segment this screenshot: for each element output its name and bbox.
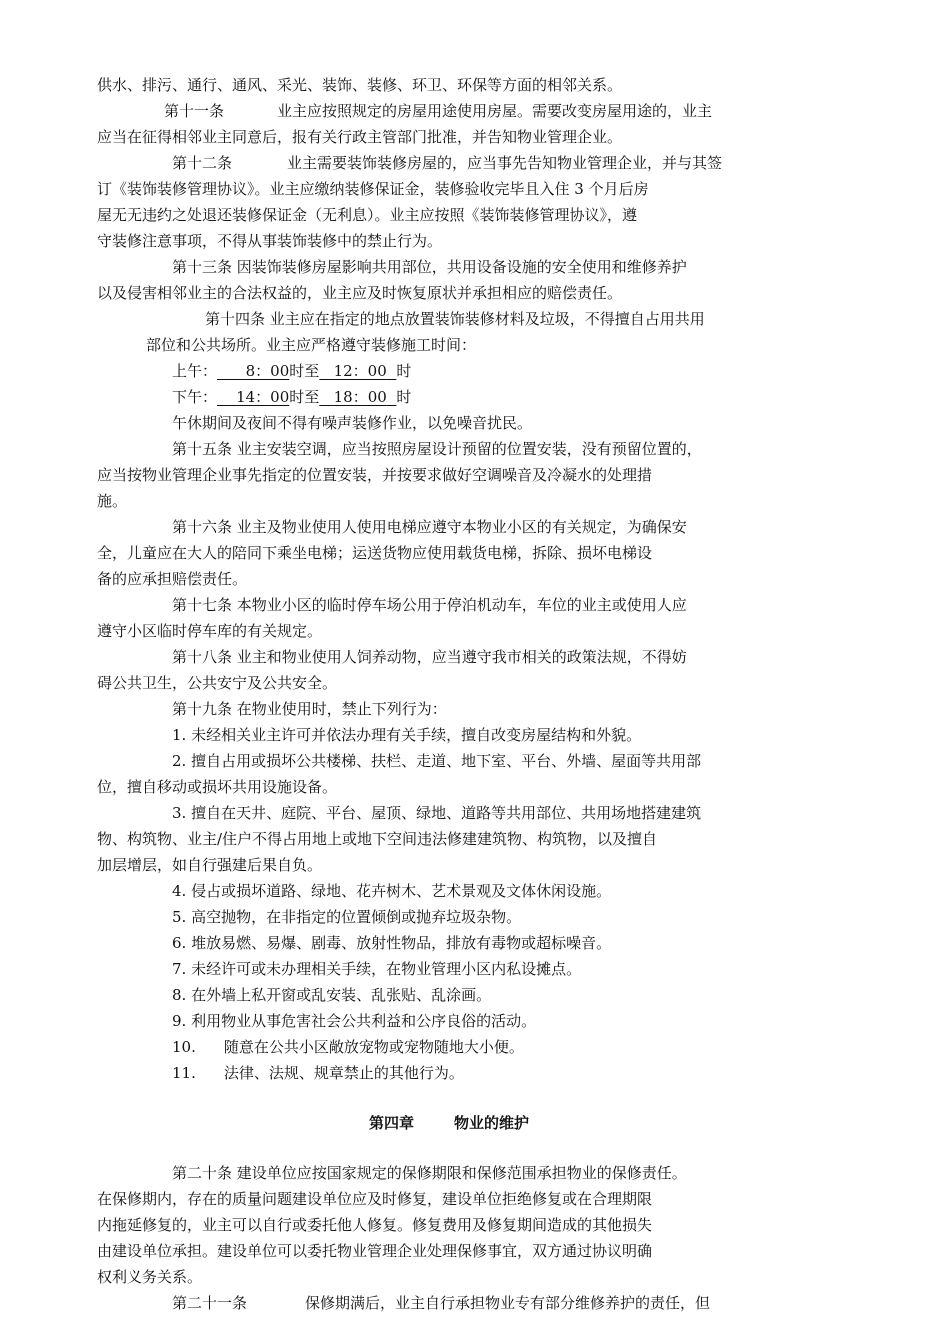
list-item-continuation: 加层增层，如自行强建后果自负。 — [97, 856, 323, 874]
morning-label: 上午： — [172, 362, 218, 380]
article-20-line-3: 内拖延修复的，业主可以自行或委托他人修复。修复费用及修复期间造成的其他损失 — [97, 1216, 653, 1234]
article-21-heading: 第二十一条 — [172, 1294, 248, 1312]
article-12-line-2: 订《装饰装修管理协议》。业主应缴纳装修保证金，装修验收完毕且入住 3 个月后房 — [97, 180, 649, 198]
list-item: 8. 在外墙上私开窗或乱安装、乱张贴、乱涂画。 — [172, 986, 492, 1004]
article-12-line-1 — [172, 152, 722, 174]
morning-until: 时至 — [289, 362, 320, 380]
article-14-line-2: 部位和公共场所。业主应严格遵守装修施工时间： — [146, 336, 477, 354]
article-11-line-2: 应当在征得相邻业主同意后，报有关行政主管部门批准，并告知物业管理企业。 — [97, 128, 623, 146]
article-11-text: 业主应按照规定的房屋用途使用房屋。需要改变房屋用途的，业主 — [277, 102, 713, 120]
article-16-line-2: 全，儿童应在大人的陪同下乘坐电梯；运送货物应使用载货电梯，拆除、损坏电梯设 — [97, 544, 653, 562]
list-item-continuation: 物、构筑物、业主/住户不得占用地上或地下空间违法修建建筑物、构筑物，以及擅自 — [97, 830, 658, 848]
list-item-number: 10. — [172, 1038, 196, 1056]
article-17-line-1: 第十七条 本物业小区的临时停车场公用于停泊机动车，车位的业主或使用人应 — [172, 596, 687, 614]
list-item-number: 11. — [172, 1064, 196, 1082]
article-15-line-2: 应当按物业管理企业事先指定的位置安装，并按要求做好空调噪音及冷凝水的处理措 — [97, 466, 653, 484]
morning-hours — [172, 360, 411, 382]
article-16-line-3: 备的应承担赔偿责任。 — [97, 570, 248, 588]
article-12-text: 业主需要装饰装修房屋的，应当事先告知物业管理企业，并与其签 — [287, 154, 723, 172]
article-20-line-5: 权利义务关系。 — [97, 1268, 203, 1286]
article-13-line-2: 以及侵害相邻业主的合法权益的，业主应及时恢复原状并承担相应的赔偿责任。 — [97, 284, 623, 302]
chapter-number: 第四章 — [369, 1114, 415, 1132]
article-17-line-2: 遵守小区临时停车库的有关规定。 — [97, 622, 323, 640]
afternoon-until: 时至 — [289, 388, 320, 406]
afternoon-hours — [172, 386, 411, 408]
article-20-line-2: 在保修期内，存在的质量问题建设单位应及时修复，建设单位拒绝修复或在合理期限 — [97, 1190, 653, 1208]
article-15-line-1: 第十五条 业主安装空调，应当按照房屋设计预留的位置安装，没有预留位置的， — [172, 440, 702, 458]
article-18-line-2: 碍公共卫生，公共安宁及公共安全。 — [97, 674, 338, 692]
article-11-heading: 第十一条 — [164, 102, 225, 120]
article-21-text: 保修期满后，业主自行承担物业专有部分维修养护的责任，但 — [305, 1294, 711, 1312]
article-14-line-1: 第十四条 业主应在指定的地点放置装饰装修材料及垃圾，不得擅自占用共用 — [205, 310, 705, 328]
list-item: 7. 未经许可或未办理相关手续，在物业管理小区内私设摊点。 — [172, 960, 582, 978]
afternoon-hour-suffix: 时 — [396, 388, 412, 406]
list-item-continuation: 位，擅自移动或损坏共用设施设备。 — [97, 778, 338, 796]
article-19-line-1: 第十九条 在物业使用时，禁止下列行为： — [172, 700, 447, 718]
article-12-line-4: 守装修注意事项，不得从事装饰装修中的禁止行为。 — [97, 232, 443, 250]
list-item: 3. 擅自在天井、庭院、平台、屋顶、绿地、道路等共用部位、共用场地搭建建筑 — [172, 804, 702, 822]
list-item-text: 法律、法规、规章禁止的其他行为。 — [223, 1064, 464, 1082]
list-item — [172, 1062, 464, 1084]
paragraph-line: 供水、排污、通行、通风、采光、装饰、装修、环卫、环保等方面的相邻关系。 — [97, 76, 623, 94]
article-11-line-1 — [164, 100, 712, 122]
list-item — [172, 1036, 524, 1058]
list-item: 6. 堆放易燃、易爆、剧毒、放射性物品，排放有毒物或超标噪音。 — [172, 934, 612, 952]
article-20-line-1: 第二十条 建设单位应按国家规定的保修期限和保修范围承担物业的保修责任。 — [172, 1164, 687, 1182]
afternoon-start-time: 14：00 — [236, 388, 290, 406]
noise-rule: 午休期间及夜间不得有噪声装修作业，以免噪音扰民。 — [172, 414, 533, 432]
article-12-heading: 第十二条 — [172, 154, 233, 172]
article-15-line-3: 施。 — [97, 492, 128, 510]
list-item: 9. 利用物业从事危害社会公共利益和公序良俗的活动。 — [172, 1012, 537, 1030]
afternoon-label: 下午： — [172, 388, 218, 406]
list-item: 2. 擅自占用或损坏公共楼梯、扶栏、走道、地下室、平台、外墙、屋面等共用部 — [172, 752, 702, 770]
morning-hour-suffix: 时 — [396, 362, 412, 380]
afternoon-end-time: 18：00 — [333, 388, 387, 406]
article-13-line-1: 第十三条 因装饰装修房屋影响共用部位，共用设备设施的安全使用和维修养护 — [172, 258, 687, 276]
list-item-text: 随意在公共小区敞放宠物或宠物随地大小便。 — [223, 1038, 524, 1056]
article-16-line-1: 第十六条 业主及物业使用人使用电梯应遵守本物业小区的有关规定，为确保安 — [172, 518, 687, 536]
chapter-title: 物业的维护 — [454, 1114, 530, 1132]
chapter-heading — [369, 1112, 529, 1134]
list-item: 5. 高空抛物，在非指定的位置倾倒或抛弃垃圾杂物。 — [172, 908, 522, 926]
morning-start-time: 8：00 — [245, 362, 290, 380]
article-21-line-1 — [172, 1292, 710, 1314]
article-12-line-3: 屋无无违约之处退还装修保证金（无利息）。业主应按照《装饰装修管理协议》，遵 — [97, 206, 638, 224]
article-18-line-1: 第十八条 业主和物业使用人饲养动物，应当遵守我市相关的政策法规，不得妨 — [172, 648, 687, 666]
morning-end-time: 12：00 — [333, 362, 387, 380]
list-item: 1. 未经相关业主许可并依法办理有关手续，擅自改变房屋结构和外貌。 — [172, 726, 642, 744]
article-20-line-4: 由建设单位承担。建设单位可以委托物业管理企业处理保修事宜，双方通过协议明确 — [97, 1242, 653, 1260]
list-item: 4. 侵占或损坏道路、绿地、花卉树木、艺术景观及文体休闲设施。 — [172, 882, 612, 900]
